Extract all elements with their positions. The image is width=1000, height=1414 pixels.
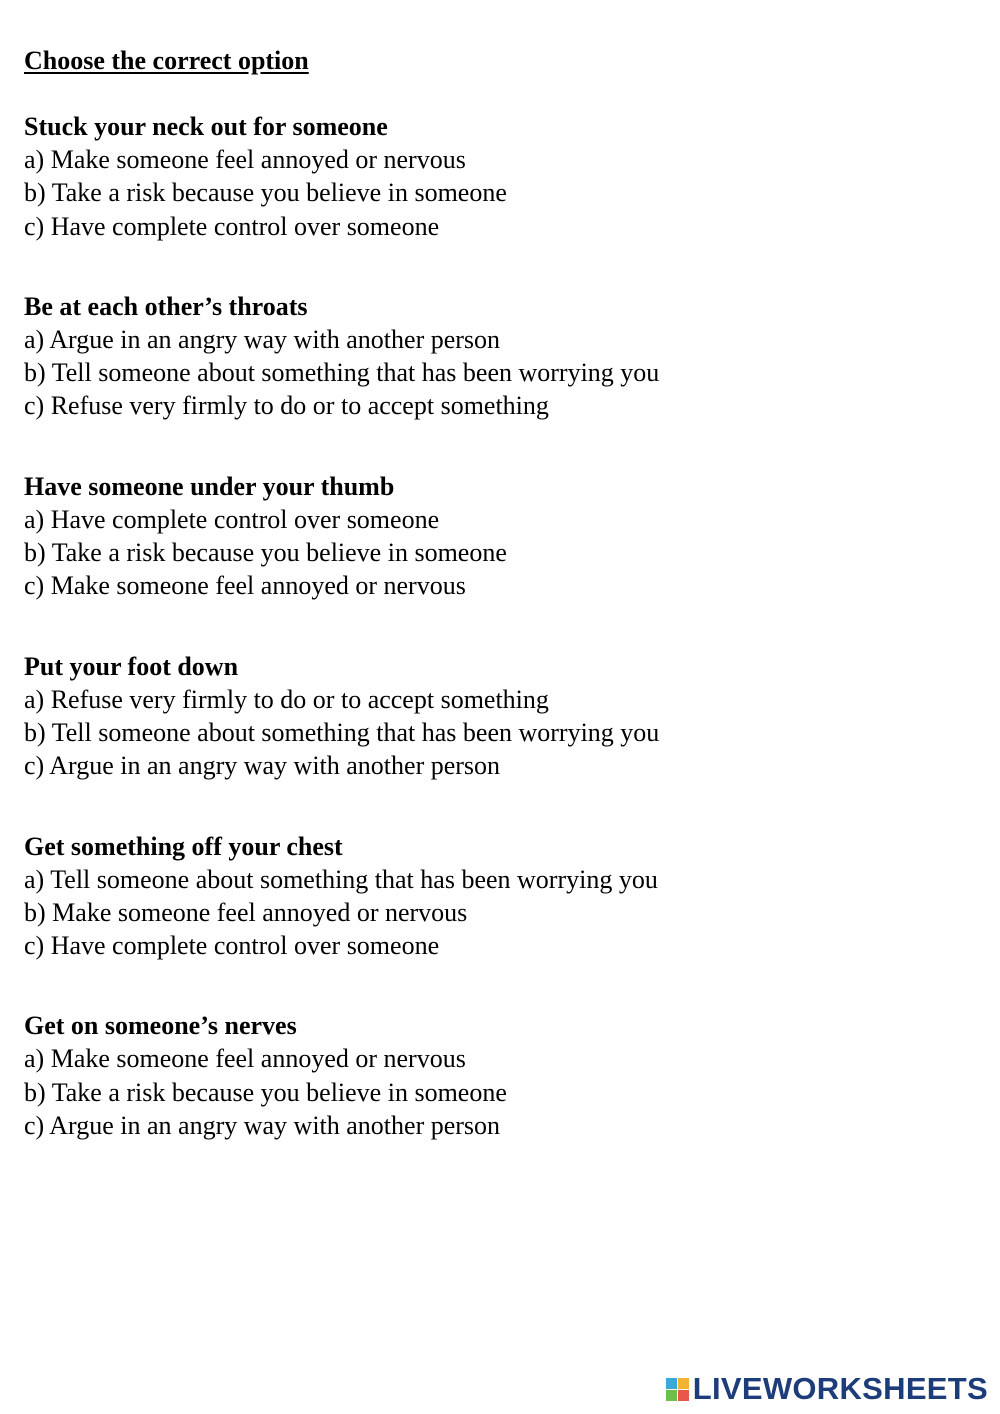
question-idiom: Get something off your chest (24, 831, 343, 861)
question-idiom: Have someone under your thumb (24, 471, 395, 501)
answer-option[interactable]: c) Refuse very firmly to do or to accept something (24, 391, 549, 421)
answer-option[interactable]: a) Refuse very firmly to do or to accept something (24, 684, 549, 714)
answer-option[interactable]: b) Take a risk because you believe in someone (24, 538, 507, 568)
question-idiom: Be at each other’s throats (24, 291, 308, 321)
logo-tile (666, 1390, 677, 1401)
question-block (24, 830, 964, 963)
liveworksheets-logo-icon (666, 1378, 689, 1401)
answer-option[interactable]: c) Make someone feel annoyed or nervous (24, 571, 466, 601)
logo-tile (666, 1378, 677, 1389)
question-block (24, 1009, 964, 1142)
answer-option[interactable]: a) Have complete control over someone (24, 504, 440, 534)
logo-text: LIVEWORKSHEETS (692, 1371, 988, 1406)
question-idiom: Stuck your neck out for someone (24, 112, 388, 141)
answer-option[interactable]: c) Argue in an angry way with another person (24, 1111, 501, 1141)
answer-option[interactable]: a) Make someone feel annoyed or nervous (24, 145, 466, 174)
answer-option[interactable]: b) Take a risk because you believe in someone (24, 1077, 507, 1107)
question-idiom: Put your foot down (24, 651, 239, 681)
answer-option[interactable]: b) Make someone feel annoyed or nervous (24, 897, 468, 927)
answer-option[interactable]: b) Tell someone about something that has been worrying you (24, 358, 660, 388)
answer-option[interactable]: c) Have complete control over someone (24, 211, 440, 241)
worksheet-instruction: Choose the correct option (24, 46, 309, 75)
answer-option[interactable]: a) Argue in an angry way with another person (24, 324, 501, 354)
answer-option[interactable]: c) Have complete control over someone (24, 931, 440, 961)
question-block (24, 290, 964, 423)
answer-option[interactable]: a) Make someone feel annoyed or nervous (24, 1044, 466, 1074)
liveworksheets-logo (666, 1372, 988, 1406)
answer-option[interactable]: c) Argue in an angry way with another person (24, 751, 501, 781)
question-block (24, 650, 964, 783)
question-idiom: Get on someone’s nerves (24, 1011, 297, 1041)
logo-tile (678, 1390, 689, 1401)
worksheet (24, 44, 964, 1189)
answer-option[interactable]: a) Tell someone about something that has been worrying you (24, 864, 658, 894)
question-block (24, 110, 964, 243)
answer-option[interactable]: b) Tell someone about something that has been worrying you (24, 717, 660, 747)
answer-option[interactable]: b) Take a risk because you believe in someone (24, 178, 507, 208)
question-block (24, 470, 964, 603)
logo-tile (678, 1378, 689, 1389)
